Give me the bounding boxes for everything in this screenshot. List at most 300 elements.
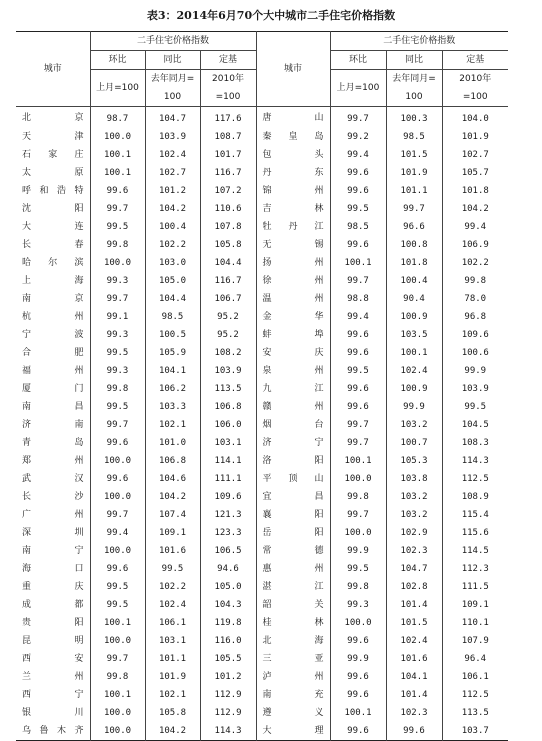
mom-index-cell: 99.6 [330,632,386,650]
base-index-cell: 108.3 [461,438,489,448]
mom-index-cell: 99.6 [90,182,145,200]
base-index-cell: 106.7 [200,290,256,308]
base-index-cell: 116.7 [200,272,256,290]
city-name-cell: 韶关 [256,596,330,614]
table-row [16,650,508,668]
mom-index-cell: 99.5 [90,344,145,362]
yoy-index-cell: 102.8 [386,578,442,596]
mom-index-cell: 100.0 [90,632,145,650]
city-name-cell: 南宁 [16,542,90,560]
base-index-cell: 104.3 [200,596,256,614]
base-index-cell: 112.9 [200,686,256,704]
city-name-cell: 泉州 [256,362,330,380]
base-index-cell: 109.6 [461,330,489,340]
mom-index-cell: 99.5 [90,218,145,236]
yoy-index-cell: 98.5 [386,128,442,146]
base-index-cell: 104.4 [200,254,256,272]
mom-index-cell: 100.0 [330,524,386,542]
yoy-index-cell: 100.3 [386,107,442,129]
yoy-index-cell: 101.0 [145,434,200,452]
base-index-cell: 109.6 [200,488,256,506]
mom-index-cell: 99.6 [330,236,386,254]
right-base-header: 定基 [442,51,508,70]
yoy-index-cell: 102.2 [145,236,200,254]
yoy-index-cell: 100.4 [145,218,200,236]
city-name-cell: 哈尔滨 [16,254,90,272]
base-index-cell: 111.5 [461,582,489,592]
yoy-index-cell: 101.4 [386,596,442,614]
yoy-index-cell: 100.7 [386,434,442,452]
left-mom-header: 环比 [90,51,145,70]
yoy-index-cell: 103.5 [386,326,442,344]
mom-index-cell: 99.5 [330,200,386,218]
city-name-cell: 洛阳 [256,452,330,470]
base-index-cell: 112.9 [200,704,256,722]
city-name-cell: 扬州 [256,254,330,272]
mom-index-cell: 100.0 [90,452,145,470]
city-name-cell: 青岛 [16,434,90,452]
base-index-cell: 111.1 [200,470,256,488]
mom-index-cell: 100.1 [330,254,386,272]
mom-index-cell: 100.0 [90,254,145,272]
mom-index-cell: 99.8 [90,668,145,686]
mom-index-cell: 99.4 [330,146,386,164]
yoy-index-cell: 99.9 [386,398,442,416]
mom-index-cell: 99.3 [90,326,145,344]
table-row [16,488,508,506]
city-name-cell: 长沙 [16,488,90,506]
city-name-cell: 济宁 [256,434,330,452]
city-name-cell: 西安 [16,650,90,668]
mom-index-cell: 99.7 [90,290,145,308]
mom-index-cell: 99.4 [90,524,145,542]
base-index-cell: 119.8 [200,614,256,632]
mom-index-cell: 99.6 [330,668,386,686]
yoy-index-cell: 103.1 [145,632,200,650]
yoy-index-cell: 101.8 [386,254,442,272]
base-index-cell: 96.8 [464,312,487,322]
base-index-cell: 117.6 [200,107,256,129]
yoy-index-cell: 102.9 [386,524,442,542]
city-name-cell: 石家庄 [16,146,90,164]
base-index-cell: 123.3 [200,524,256,542]
base-index-cell: 115.4 [461,510,489,520]
mom-index-cell: 100.1 [330,704,386,722]
base-index-cell: 116.0 [200,632,256,650]
yoy-index-cell: 96.6 [386,218,442,236]
base-index-cell: 115.6 [461,528,489,538]
base-index-cell: 101.2 [200,668,256,686]
table-row [16,578,508,596]
yoy-index-cell: 103.2 [386,506,442,524]
yoy-index-cell: 105.3 [386,452,442,470]
mom-index-cell: 99.6 [90,470,145,488]
base-index-cell: 104.5 [461,420,489,430]
city-name-cell: 牡丹江 [256,218,330,236]
city-name-cell: 蚌埠 [256,326,330,344]
yoy-index-cell: 104.6 [145,470,200,488]
mom-index-cell: 98.8 [330,290,386,308]
mom-index-cell: 100.1 [90,686,145,704]
mom-index-cell: 99.7 [90,650,145,668]
base-index-cell: 105.7 [461,168,489,178]
table-row [16,218,508,236]
base-index-cell: 95.2 [200,308,256,326]
yoy-index-cell: 106.1 [145,614,200,632]
city-name-cell: 天津 [16,128,90,146]
yoy-index-cell: 101.6 [145,542,200,560]
base-index-cell: 107.2 [200,182,256,200]
mom-index-cell: 100.1 [90,146,145,164]
city-name-cell: 安庆 [256,344,330,362]
city-name-cell: 上海 [16,272,90,290]
base-index-cell: 103.9 [461,384,489,394]
table-row [16,362,508,380]
mom-index-cell: 99.7 [330,107,386,129]
table-row [16,272,508,290]
mom-index-cell: 100.0 [90,488,145,506]
mom-index-cell: 99.6 [330,182,386,200]
table-row [16,704,508,722]
yoy-index-cell: 103.8 [386,470,442,488]
base-index-cell: 114.3 [200,722,256,741]
base-index-cell: 114.1 [200,452,256,470]
left-city-header: 城市 [16,32,90,107]
base-index-cell: 99.8 [464,276,487,286]
city-name-cell: 湛江 [256,578,330,596]
mom-index-cell: 99.5 [90,578,145,596]
mom-index-cell: 99.5 [90,596,145,614]
mom-index-cell: 100.0 [330,614,386,632]
city-name-cell: 岳阳 [256,524,330,542]
mom-index-cell: 99.5 [330,560,386,578]
base-index-cell: 108.2 [200,344,256,362]
table-row [16,452,508,470]
yoy-index-cell: 102.4 [145,596,200,614]
table-row [16,236,508,254]
table-row [16,524,508,542]
mom-index-cell: 99.6 [330,398,386,416]
mom-index-cell: 99.9 [330,542,386,560]
right-base-base: 2010年 =100 [442,70,508,107]
base-index-cell: 109.1 [461,600,489,610]
left-yoy-base: 去年同月= 100 [145,70,200,107]
yoy-index-cell: 101.5 [386,614,442,632]
mom-index-cell: 99.7 [330,416,386,434]
city-name-cell: 平顶山 [256,470,330,488]
table-row [16,344,508,362]
mom-index-cell: 99.6 [330,326,386,344]
mom-index-cell: 98.5 [330,218,386,236]
base-index-cell: 101.8 [461,186,489,196]
base-index-cell: 107.8 [200,218,256,236]
mom-index-cell: 99.6 [90,434,145,452]
base-index-cell: 99.4 [464,222,487,232]
table-row [16,542,508,560]
yoy-index-cell: 99.5 [145,560,200,578]
yoy-index-cell: 101.5 [386,146,442,164]
mom-index-cell: 99.4 [330,308,386,326]
mom-index-cell: 99.6 [330,722,386,741]
mom-index-cell: 100.0 [90,722,145,741]
city-name-cell: 泸州 [256,668,330,686]
city-name-cell: 海口 [16,560,90,578]
right-yoy-base: 去年同月= 100 [386,70,442,107]
base-index-cell: 103.9 [200,362,256,380]
yoy-index-cell: 103.0 [145,254,200,272]
yoy-index-cell: 107.4 [145,506,200,524]
yoy-index-cell: 104.2 [145,200,200,218]
mom-index-cell: 99.8 [90,236,145,254]
city-name-cell: 惠州 [256,560,330,578]
mom-index-cell: 100.1 [90,614,145,632]
city-name-cell: 乌鲁木齐 [16,722,90,741]
base-index-cell: 101.7 [200,146,256,164]
mom-index-cell: 99.7 [330,506,386,524]
base-index-cell: 100.6 [461,348,489,358]
city-name-cell: 南京 [16,290,90,308]
city-name-cell: 合肥 [16,344,90,362]
mom-index-cell: 99.3 [90,362,145,380]
yoy-index-cell: 105.0 [145,272,200,290]
yoy-index-cell: 102.2 [145,578,200,596]
yoy-index-cell: 98.5 [145,308,200,326]
mom-index-cell: 100.0 [330,470,386,488]
mom-index-cell: 99.6 [330,380,386,398]
base-index-cell: 112.5 [461,690,489,700]
city-name-cell: 福州 [16,362,90,380]
yoy-index-cell: 103.9 [145,128,200,146]
table-row [16,398,508,416]
base-index-cell: 114.3 [461,456,489,466]
yoy-index-cell: 99.6 [386,722,442,741]
yoy-index-cell: 104.1 [145,362,200,380]
mom-index-cell: 99.6 [330,164,386,182]
yoy-index-cell: 106.2 [145,380,200,398]
table-row [16,146,508,164]
yoy-index-cell: 100.8 [386,236,442,254]
city-name-cell: 无锡 [256,236,330,254]
mom-index-cell: 99.2 [330,128,386,146]
table-row [16,506,508,524]
yoy-index-cell: 101.1 [145,650,200,668]
mom-index-cell: 99.7 [90,506,145,524]
table-row [16,686,508,704]
mom-index-cell: 99.8 [330,488,386,506]
base-index-cell: 113.5 [461,708,489,718]
right-city-header: 城市 [256,32,330,107]
city-name-cell: 郑州 [16,452,90,470]
base-index-cell: 94.6 [200,560,256,578]
city-name-cell: 武汉 [16,470,90,488]
left-mom-base: 上月=100 [90,70,145,107]
right-yoy-header: 同比 [386,51,442,70]
city-name-cell: 秦皇岛 [256,128,330,146]
yoy-index-cell: 101.1 [386,182,442,200]
mom-index-cell: 99.5 [90,398,145,416]
city-name-cell: 济南 [16,416,90,434]
city-name-cell: 西宁 [16,686,90,704]
base-index-cell: 102.2 [461,258,489,268]
mom-index-cell: 99.3 [90,272,145,290]
city-name-cell: 厦门 [16,380,90,398]
city-name-cell: 南昌 [16,398,90,416]
mom-index-cell: 100.0 [90,128,145,146]
yoy-index-cell: 101.9 [386,164,442,182]
yoy-index-cell: 103.3 [145,398,200,416]
base-index-cell: 106.1 [461,672,489,682]
city-name-cell: 北京 [16,107,90,129]
table-row [16,308,508,326]
yoy-index-cell: 104.7 [386,560,442,578]
mom-index-cell: 99.8 [90,380,145,398]
base-index-cell: 106.0 [200,416,256,434]
city-name-cell: 三亚 [256,650,330,668]
left-yoy-header: 同比 [145,51,200,70]
base-index-cell: 112.3 [461,564,489,574]
table-row [16,632,508,650]
mom-index-cell: 99.7 [90,416,145,434]
right-mom-base: 上月=100 [330,70,386,107]
base-index-cell: 108.7 [200,128,256,146]
city-name-cell: 北海 [256,632,330,650]
base-index-cell: 105.8 [200,236,256,254]
yoy-index-cell: 102.4 [145,146,200,164]
city-name-cell: 太原 [16,164,90,182]
table-row [16,668,508,686]
city-name-cell: 赣州 [256,398,330,416]
base-index-cell: 99.9 [464,366,487,376]
mom-index-cell: 99.6 [330,344,386,362]
city-name-cell: 宜昌 [256,488,330,506]
city-name-cell: 大连 [16,218,90,236]
table-row [16,470,508,488]
yoy-index-cell: 102.4 [386,632,442,650]
base-index-cell: 106.9 [461,240,489,250]
table-row [16,164,508,182]
table-row [16,434,508,452]
city-name-cell: 襄阳 [256,506,330,524]
mom-index-cell: 99.6 [90,560,145,578]
city-name-cell: 南充 [256,686,330,704]
base-index-cell: 121.3 [200,506,256,524]
city-name-cell: 重庆 [16,578,90,596]
table-row [16,596,508,614]
table-row [16,326,508,344]
left-base-base: 2010年 =100 [200,70,256,107]
mom-index-cell: 99.7 [90,200,145,218]
base-index-cell: 114.5 [461,546,489,556]
city-name-cell: 昆明 [16,632,90,650]
table-row [16,107,508,129]
base-index-cell: 113.5 [200,380,256,398]
price-index-table [16,31,508,741]
city-name-cell: 大理 [256,722,330,741]
table-row [16,254,508,272]
base-index-cell: 96.4 [464,654,487,664]
mom-index-cell: 100.1 [90,164,145,182]
yoy-index-cell: 100.5 [145,326,200,344]
yoy-index-cell: 104.1 [386,668,442,686]
table-row [16,722,508,741]
city-name-cell: 温州 [256,290,330,308]
table-row [16,128,508,146]
yoy-index-cell: 101.6 [386,650,442,668]
base-index-cell: 103.1 [200,434,256,452]
yoy-index-cell: 104.2 [145,488,200,506]
mom-index-cell: 99.1 [90,308,145,326]
city-name-cell: 贵阳 [16,614,90,632]
yoy-index-cell: 102.3 [386,704,442,722]
yoy-index-cell: 102.4 [386,362,442,380]
mom-index-cell: 99.6 [330,686,386,704]
base-index-cell: 108.9 [461,492,489,502]
base-index-cell: 99.5 [464,402,487,412]
city-name-cell: 锦州 [256,182,330,200]
yoy-index-cell: 100.9 [386,380,442,398]
yoy-index-cell: 102.3 [386,542,442,560]
table-row [16,614,508,632]
base-index-cell: 104.2 [461,204,489,214]
table-row [16,380,508,398]
city-name-cell: 金华 [256,308,330,326]
city-name-cell: 宁波 [16,326,90,344]
mom-index-cell: 99.7 [330,272,386,290]
mom-index-cell: 99.8 [330,578,386,596]
yoy-index-cell: 101.2 [145,182,200,200]
yoy-index-cell: 90.4 [386,290,442,308]
table-title: 表3：2014年6月70个大中城市二手住宅价格指数 [146,9,396,22]
mom-index-cell: 100.0 [90,542,145,560]
yoy-index-cell: 104.7 [145,107,200,129]
left-group-header: 二手住宅价格指数 [90,32,256,51]
base-index-cell: 107.9 [461,636,489,646]
right-mom-header: 环比 [330,51,386,70]
base-index-cell: 112.5 [461,474,489,484]
yoy-index-cell: 109.1 [145,524,200,542]
city-name-cell: 沈阳 [16,200,90,218]
city-name-cell: 九江 [256,380,330,398]
left-base-header: 定基 [200,51,256,70]
yoy-index-cell: 100.9 [386,308,442,326]
city-name-cell: 吉林 [256,200,330,218]
base-index-cell: 116.7 [200,164,256,182]
yoy-index-cell: 101.4 [386,686,442,704]
mom-index-cell: 99.7 [330,434,386,452]
city-name-cell: 包头 [256,146,330,164]
table-row [16,290,508,308]
table-row [16,560,508,578]
yoy-index-cell: 102.7 [145,164,200,182]
city-name-cell: 桂林 [256,614,330,632]
yoy-index-cell: 100.1 [386,344,442,362]
base-index-cell: 106.5 [200,542,256,560]
base-index-cell: 110.1 [461,618,489,628]
base-index-cell: 105.5 [200,650,256,668]
yoy-index-cell: 103.2 [386,488,442,506]
table-body [16,107,508,741]
city-name-cell: 唐山 [256,107,330,129]
base-index-cell: 78.0 [464,294,487,304]
yoy-index-cell: 102.1 [145,686,200,704]
city-name-cell: 呼和浩特 [16,182,90,200]
city-name-cell: 广州 [16,506,90,524]
table-row [16,200,508,218]
yoy-index-cell: 102.1 [145,416,200,434]
base-index-cell: 95.2 [200,326,256,344]
city-name-cell: 徐州 [256,272,330,290]
mom-index-cell: 100.1 [330,452,386,470]
